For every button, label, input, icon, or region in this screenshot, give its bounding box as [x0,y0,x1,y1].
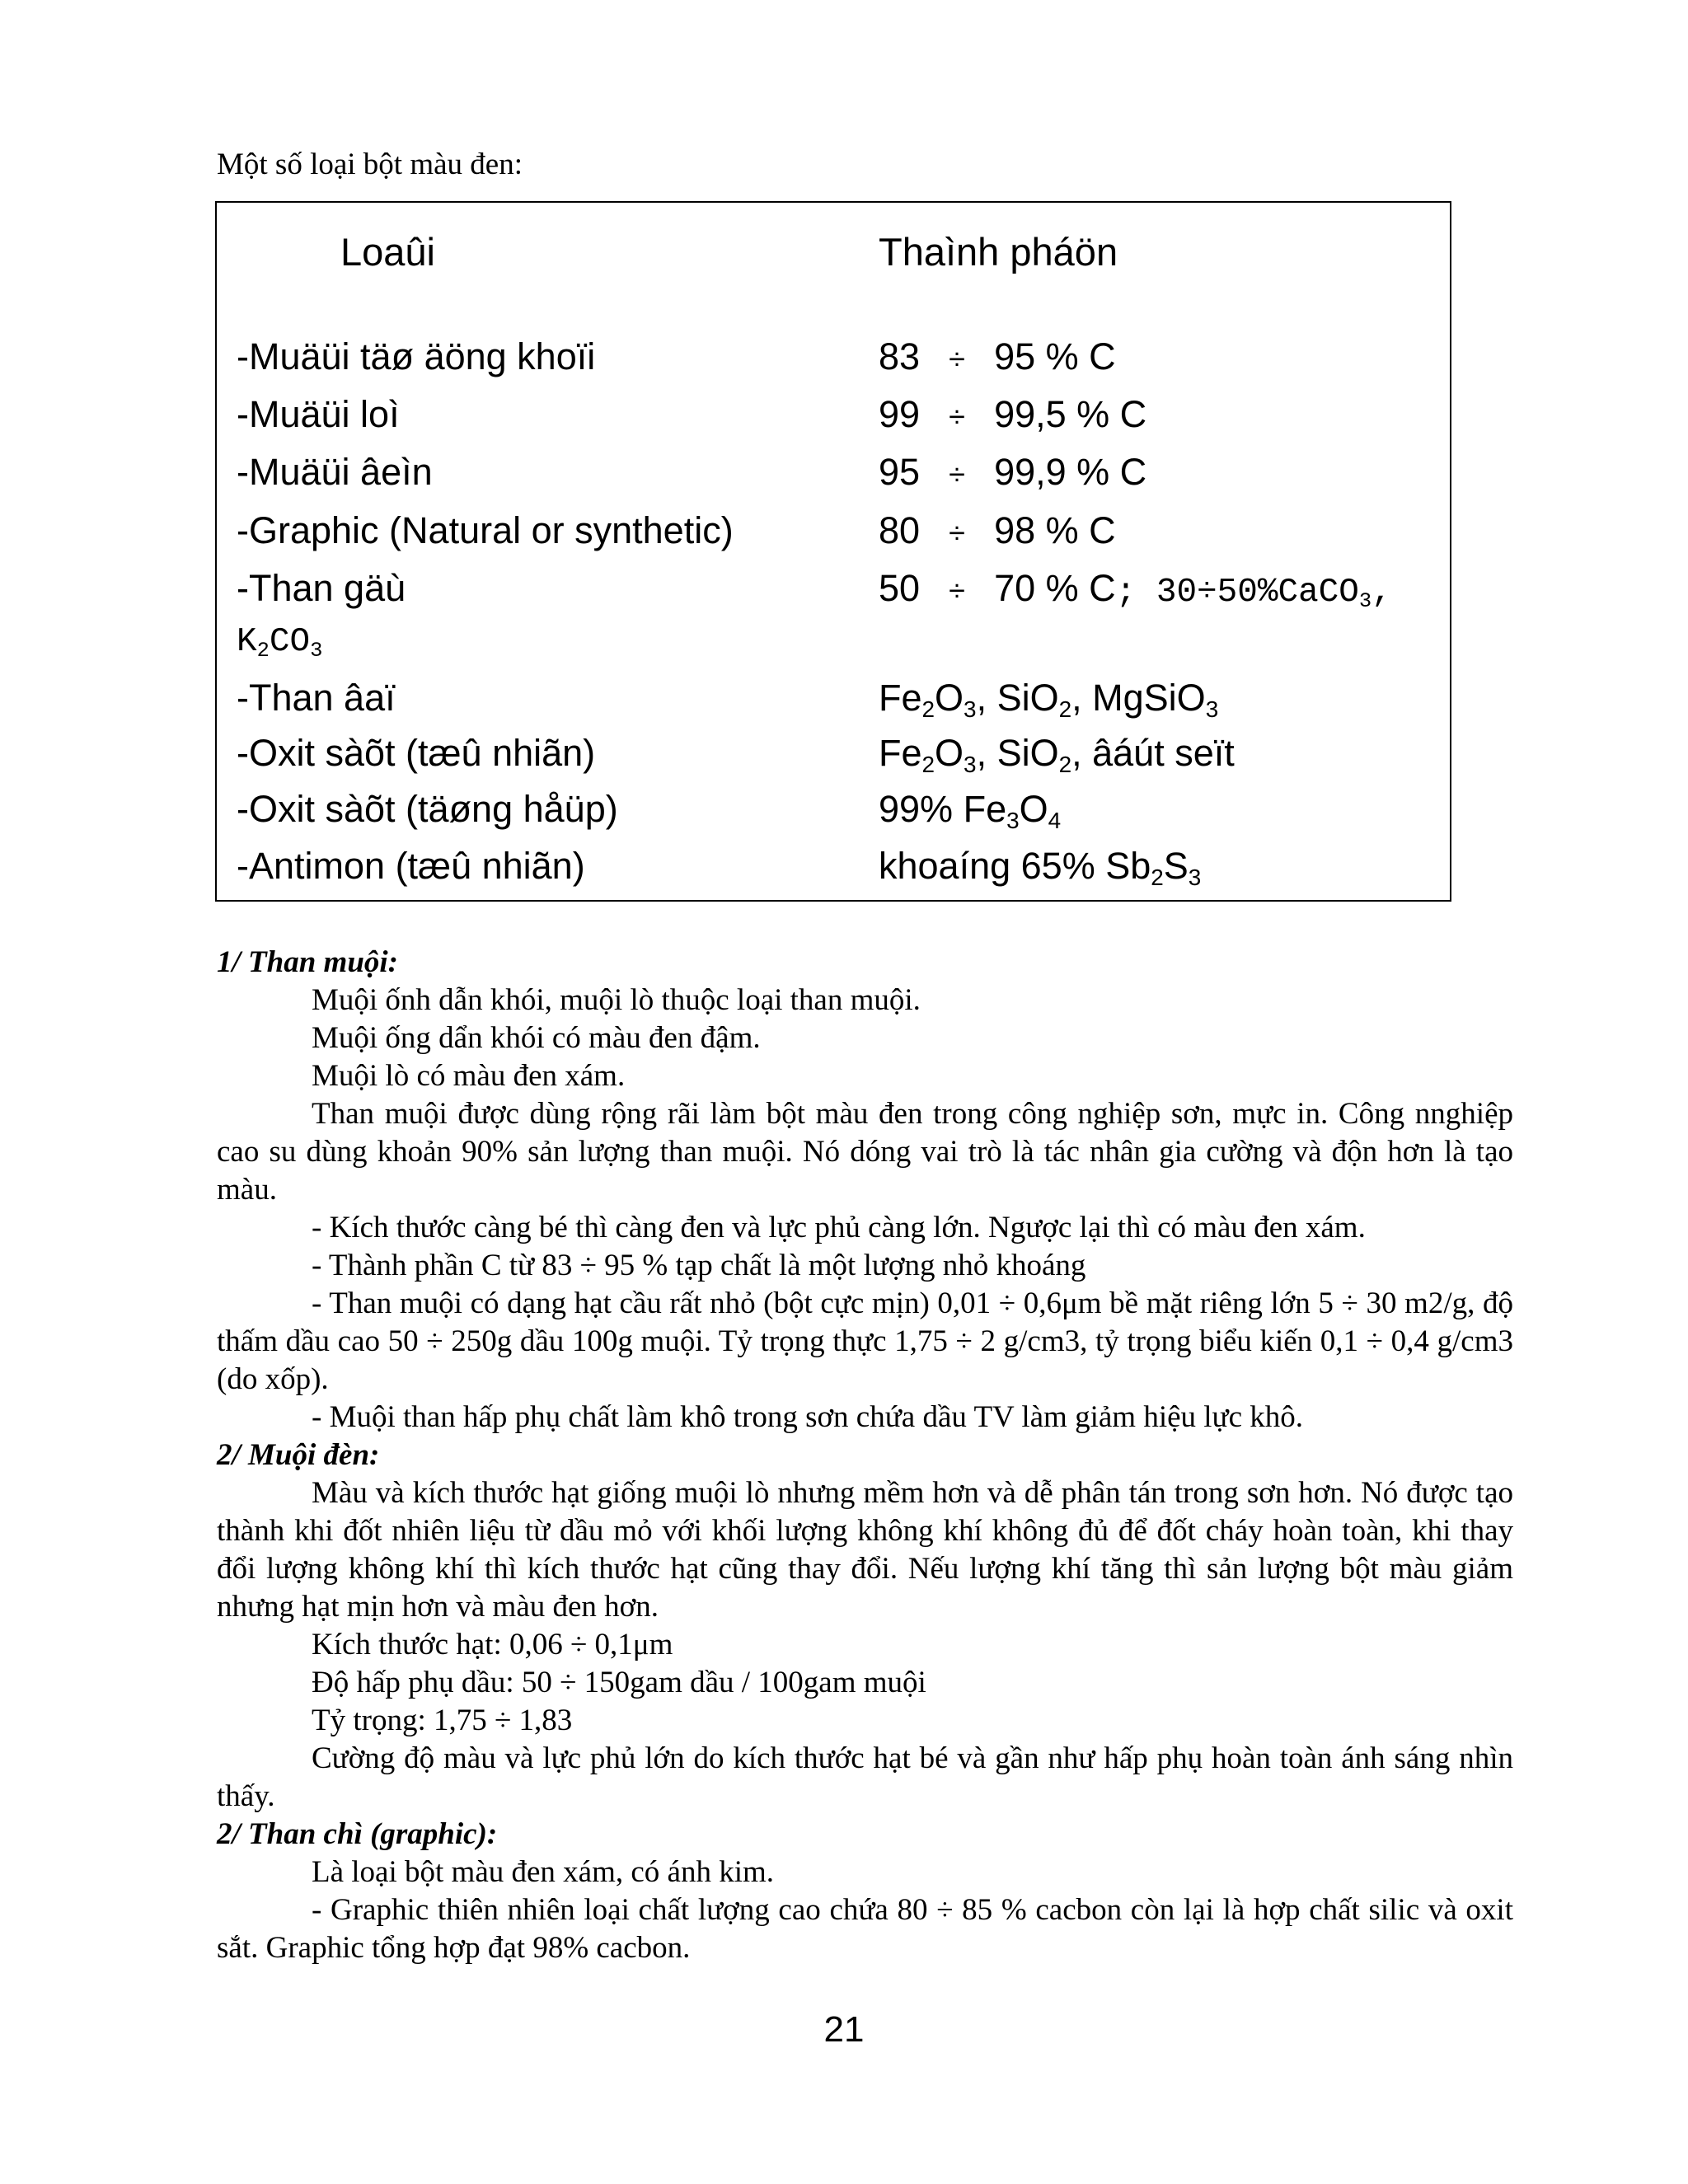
intro-text: Một số loại bột màu đen: [217,148,523,181]
table-row-name: -Oxit sàõt (täøng håüp) [237,788,618,830]
body-paragraph: Than muội được dùng rộng rãi làm bột màu đen trong công nghiệp sơn, mực in. Công nnghiệp cao su dùng khoản 90% sản lượng than muội. Nó dóng vai trò là tác nhân gia cường và độn hơn là tạo màu. [217,1097,1513,1207]
body-paragraph: Màu và kích thước hạt giống muội lò nhưng mềm hơn và dễ phân tán trong sơn hơn. Nó được tạo thành khi đốt nhiên liệu từ dầu mỏ với khối lượng không khí không đủ để đốt cháy hoàn toàn, khi thay đổi lượng không khí thì kích thước hạt cũng thay đổi. Nếu lượng khí tăng thì sản lượng bột màu giảm nhưng hạt mịn hơn và màu đen hơn. [217,1476,1513,1624]
body-paragraph: - Graphic thiên nhiên loại chất lượng cao chứa 80 ÷ 85 % cacbon còn lại là hợp chất silic và oxit sắt. Graphic tổng hợp đạt 98% cacbon. [217,1893,1513,1965]
table-row-composition: 95 ÷ 99,9 % C [879,451,1147,493]
body-line: Kích thước hạt: 0,06 ÷ 0,1μm [312,1628,673,1661]
table-row-name: -Oxit sàõt (tæû nhiãn) [237,732,596,774]
body-line: Muội ốnh dẫn khói, muội lò thuộc loại than muội. [312,983,921,1017]
table-row-name: -Muäüi âeìn [237,451,433,493]
body-line: Là loại bột màu đen xám, có ánh kim. [312,1855,775,1889]
page-number: 21 [823,2009,865,2050]
table-row-composition: $Fe_2O_3$, SiO$_2$, âáút seït [879,732,1235,777]
section-heading: 1/ Than muội: [217,945,398,979]
table-header-composition: Thaình pháön [879,230,1118,274]
body-paragraph: Cường độ màu và lực phủ lớn do kích thước hạt bé và gần như hấp phụ hoàn toàn ánh sáng nhìn thấy. [217,1741,1513,1813]
table-row-composition: 83 ÷ 95 % C [879,335,1116,377]
table-row-continuation: $K_2CO_3$ [237,623,323,663]
body-paragraph: - Than muội có dạng hạt cầu rất nhỏ (bột cực mịn) 0,01 ÷ 0,6μm bề mặt riêng lớn 5 ÷ 30 m2/g, độ thấm dầu cao 50 ÷ 250g dầu 100g muội. Tỷ trọng thực 1,75 ÷ 2 g/cm3, tỷ trọng biểu kiến 0,1 ÷ 0,4 g/cm3 (do xốp). [217,1286,1513,1396]
body-line: - Muội than hấp phụ chất làm khô trong sơn chứa dầu TV làm giảm hiệu lực khô. [312,1400,1304,1434]
table-row-composition: $Fe_2O_3$, SiO$_2$, MgSiO$_3$ [879,677,1219,722]
table-row-name: -Muäüi loì [237,393,400,435]
table-row-composition: 99 ÷ 99,5 % C [879,393,1147,435]
table-header-type: Loaûi [340,230,435,274]
body-line: Muội ống dẩn khói có màu đen đậm. [312,1021,761,1055]
body-line: - Kích thước càng bé thì càng đen và lực phủ càng lớn. Ngược lại thì có màu đen xám. [312,1211,1366,1244]
table-row-composition: khoaíng 65% $Sb_2S_3$ [879,845,1202,890]
black-pigment-table [215,201,1451,902]
table-row-composition: 80 ÷ 98 % C [879,509,1116,551]
table-row-name: -Antimon (tæû nhiãn) [237,845,585,887]
body-line: Muội lò có màu đen xám. [312,1059,626,1093]
table-row-composition: 50 ÷ 70 % C; 30÷50%CaCO$_3$, [879,567,1392,614]
table-row-name: -Muäüi täø äöng khoïi [237,335,596,377]
body-line: Độ hấp phụ dầu: 50 ÷ 150gam dầu / 100gam muội [312,1666,926,1699]
table-row-name: -Than âaï [237,677,396,719]
table-row-composition: 99% $Fe_3O_4$ [879,788,1062,833]
body-line: - Thành phần C từ 83 ÷ 95 % tạp chất là một lượng nhỏ khoáng [312,1249,1086,1282]
table-row-name: -Than gäù [237,567,406,609]
section-heading: 2/ Muội đèn: [217,1438,380,1472]
table-row-name: -Graphic (Natural or synthetic) [237,509,734,551]
section-heading: 2/ Than chì (graphic): [217,1817,498,1851]
body-line: Tỷ trọng: 1,75 ÷ 1,83 [312,1704,573,1737]
